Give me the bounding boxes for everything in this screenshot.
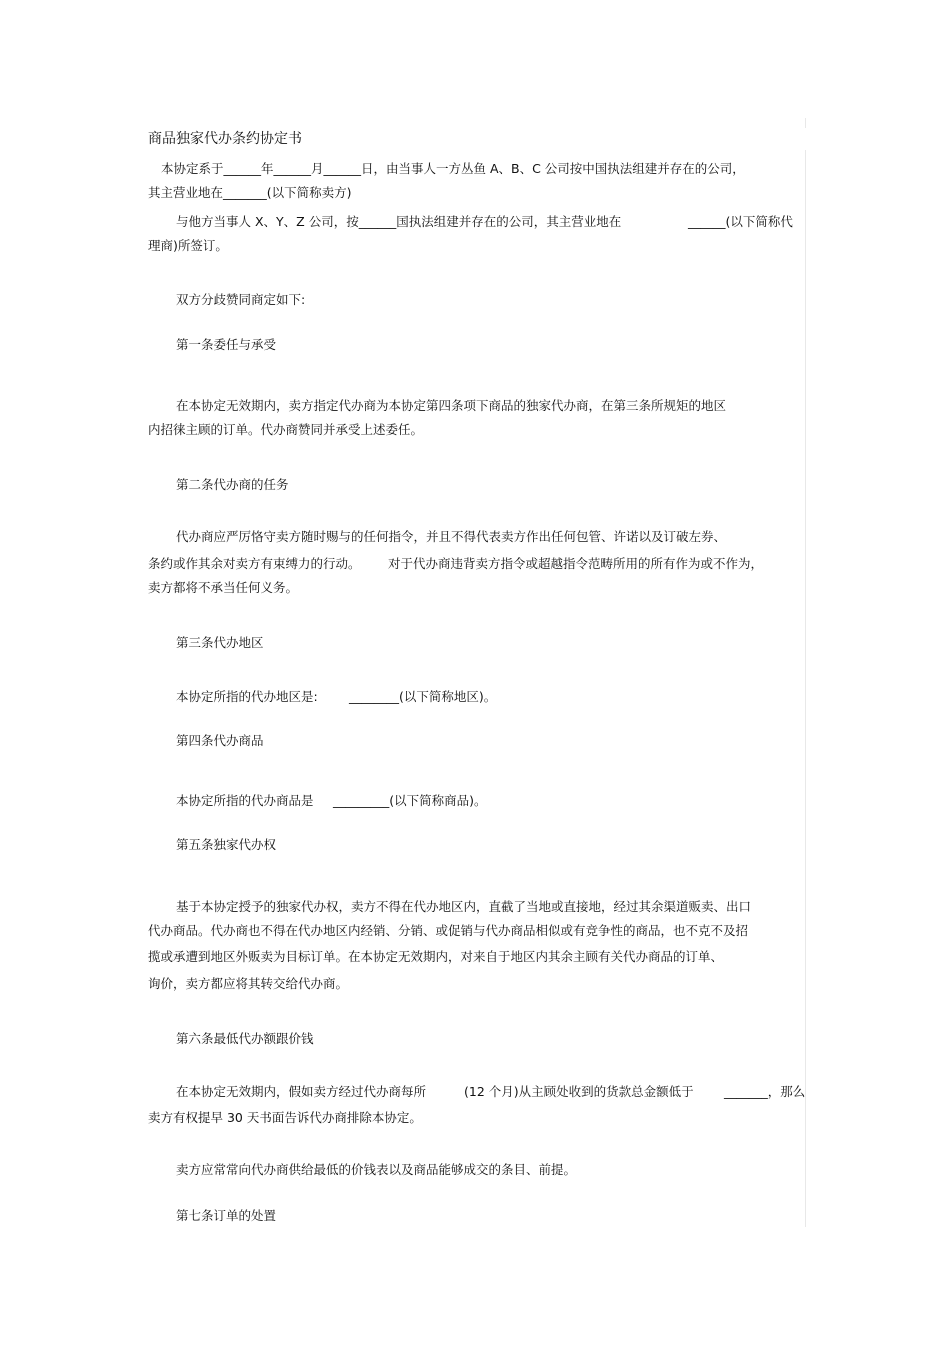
intro-line-3b: ______(以下简称代	[688, 214, 793, 229]
page-edge-top	[805, 118, 806, 128]
article-5-line-2: 代办商品。代办商也不得在代办地区内经销、分销、或促销与代办商品相似或有竞争性的商品，也不克不及招	[148, 923, 749, 938]
intro-line-4: 理商)所签订。	[148, 238, 228, 253]
intro-line-2: 其主营业地在_______(以下简称卖方)	[148, 185, 352, 200]
article-6-line-1c: _______，那么	[724, 1084, 806, 1099]
article-3-line-1a: 本协定所指的代办地区是:	[176, 689, 318, 704]
article-1-line-2: 内招徕主顾的订单。代办商赞同并承受上述委任。	[148, 422, 424, 437]
article-4-line-1b: _________(以下简称商品)。	[333, 793, 487, 808]
article-3-heading: 第三条代办地区	[176, 635, 264, 650]
intro-line-3a: 与他方当事人 X、Y、Z 公司，按______国执法组建并存在的公司，其主营业地在	[176, 214, 622, 229]
article-2-line-2b: 对于代办商违背卖方指令或超越指令范畴所用的所有作为或不作为，	[388, 556, 764, 571]
page-edge-right	[805, 150, 806, 1227]
article-6-line-1a: 在本协定无效期内，假如卖方经过代办商每所	[176, 1084, 427, 1099]
article-5-line-1: 基于本协定授予的独家代办权，卖方不得在代办地区内，直截了当地或直接地，经过其余渠道贩卖、出口	[176, 899, 752, 914]
article-5-line-4: 询价，卖方都应将其转交给代办商。	[148, 976, 349, 991]
article-4-line-1a: 本协定所指的代办商品是	[176, 793, 314, 808]
agreement-statement: 双方分歧赞同商定如下:	[176, 292, 306, 307]
article-7-heading: 第七条订单的处置	[176, 1208, 277, 1223]
article-1-heading: 第一条委任与承受	[176, 337, 277, 352]
article-4-heading: 第四条代办商品	[176, 733, 264, 748]
article-2-line-1: 代办商应严厉恪守卖方随时赐与的任何指令，并且不得代表卖方作出任何包管、许诺以及订破左券、	[176, 529, 727, 544]
article-6-line-1b: (12 个月)从主顾处收到的货款总金额低于	[464, 1084, 694, 1099]
article-3-line-1b: ________(以下简称地区)。	[349, 689, 497, 704]
intro-line-1: 本协定系于______年______月______日，由当事人一方丛鱼 A、B、C 公司按中国执法组建并存在的公司，	[161, 161, 745, 176]
article-5-line-3: 揽或承遭到地区外贩卖为目标订单。在本协定无效期内，对来自于地区内其余主顾有关代办商品的订单、	[148, 949, 724, 964]
article-6-line-2: 卖方有权提早 30 天书面告诉代办商排除本协定。	[148, 1110, 422, 1125]
article-6-heading: 第六条最低代办额跟价钱	[176, 1031, 314, 1046]
article-2-heading: 第二条代办商的任务	[176, 477, 289, 492]
document-title: 商品独家代办条约协定书	[148, 131, 302, 147]
article-5-heading: 第五条独家代办权	[176, 837, 277, 852]
article-6-line-3: 卖方应常常向代办商供给最低的价钱表以及商品能够成交的条目、前提。	[176, 1162, 577, 1177]
article-2-line-3: 卖方都将不承当任何义务。	[148, 580, 299, 595]
article-2-line-2a: 条约或作其余对卖方有束缚力的行动。	[148, 556, 361, 571]
article-1-line-1: 在本协定无效期内，卖方指定代办商为本协定第四条项下商品的独家代办商，在第三条所规矩的地区	[176, 398, 727, 413]
